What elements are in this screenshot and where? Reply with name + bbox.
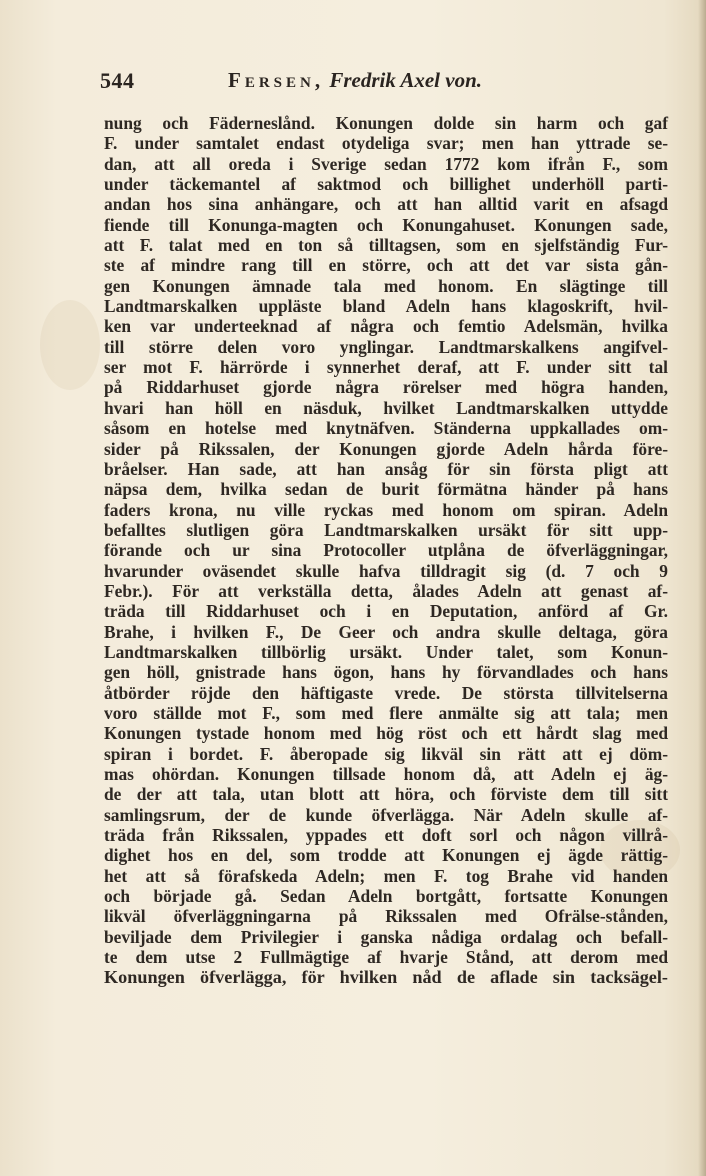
text-line: ste af mindre rang till en större, och att det var sista gån- [104,255,668,276]
text-line: träda från Rikssalen, yppades ett doft sorl och någon villrå- [104,825,668,846]
text-line: Brahe, i hvilken F., De Geer och andra skulle deltaga, göra [104,621,668,642]
text-line: under täckemantel af saktmod och billighet underhöll parti- [104,174,668,195]
text-line: nung och Fäderneslånd. Konungen dolde sin harm och gaf [104,113,668,133]
text-line: att F. talat med en ton så tilltagsen, som en sjelfständig Fur- [104,235,668,256]
text-line: åtbörder röjde den häftigaste vrede. De största tillvitelserna [104,682,668,703]
text-line: mas ohördan. Konungen tillsade honom då, att Adeln ej äg- [104,764,668,784]
text-line: på Riddarhuset gjorde några rörelser med högra handen, [104,377,668,398]
text-line: ken var underteeknad af några och femtio Adelsmän, hvilka [104,316,668,337]
text-line: fiende till Konunga-magten och Konungahuset. Konungen sade, [104,214,668,235]
text-line: till större delen voro ynglingar. Landtmarskalkens angifvel- [104,336,668,357]
text-line: het att så förafskeda Adeln; men F. tog Brahe vid handen [104,865,668,886]
text-line: hvari han höll en näsduk, hvilket Landtmarskalken uttydde [104,397,668,418]
page-number: 544 [100,68,135,93]
running-head-given-name: Fredrik Axel von. [329,68,482,92]
page-edge-shadow [698,0,706,1176]
text-line: hvarunder oväsendet skulle hafva tilldragit sig (d. 7 och 9 [104,560,668,581]
text-line: faders krona, nu ville ryckas med honom om spiran. Adeln [104,499,668,520]
running-head-surname: Fersen, [228,68,325,92]
text-line: F. under samtalet endast otydeliga svar; men han yttrade se- [104,133,668,154]
text-line: dan, att all oreda i Sverige sedan 1772 kom ifrån F., som [104,153,668,174]
text-line: Landtmarskalken uppläste bland Adeln hans klagoskrift, hvil- [104,296,668,317]
text-line: bråelser. Han sade, att han ansåg för sin första pligt att [104,458,668,479]
text-line: och började gå. Sedan Adeln bortgått, fortsatte Konungen [104,886,668,907]
text-line: spiran i bordet. F. åberopade sig likväl sin rätt att ej döm- [104,743,668,764]
text-line: såsom en hotelse med knytnäfven. Ständerna uppkallades om- [104,418,668,439]
text-line: befalltes slutligen göra Landtmarskalken ursäkt för sitt upp- [104,519,668,540]
text-line: träda till Riddarhuset och i en Deputation, anförd af Gr. [104,601,668,622]
text-line: gen höll, gnistrade hans ögon, hans hy förvandlades och hans [104,662,668,683]
text-line: näpsa dem, hvilka sedan de burit förmätna händer på hans [104,479,668,500]
text-line: Konungen öfverlägga, för hvilken nåd de aflade sin tacksägel- [104,967,668,988]
text-line: samlingsrum, der de kunde öfverlägga. När Adeln skulle af- [104,804,668,825]
text-line: dighet hos en del, som trodde att Konungen ej ägde rättig- [104,845,668,866]
text-line: te dem utse 2 Fullmägtige af hvarje Stånd, att derom med [104,947,668,968]
text-line: ser mot F. härrörde i synnerhet deraf, att F. under sitt tal [104,357,668,378]
text-line: de der att tala, utan blott att höra, och förviste dem till sitt [104,784,668,805]
text-line: sider på Rikssalen, der Konungen gjorde Adeln hårda före- [104,438,668,459]
text-line: förande och ur sina Protocoller utplåna de öfverläggningar, [104,540,668,561]
paper-stain [40,300,100,390]
text-line: Konungen tystade honom med hög röst och ett hårdt slag med [104,723,668,744]
text-line: andan hos sina anhängare, och att han alltid varit en afsagd [104,194,668,215]
text-line: likväl öfverläggningarna på Rikssalen med Ofrälse-stånden, [104,906,668,927]
text-line: voro ställde mot F., som med flere anmälte sig att tala; men [104,702,668,723]
text-line: beviljade dem Privilegier i ganska nådiga ordalag och befall- [104,926,668,947]
body-text [104,113,668,988]
running-head [228,68,482,93]
page-header [100,68,660,102]
text-line: Landtmarskalken tillbörlig ursäkt. Under talet, som Konun- [104,641,668,662]
text-line: Febr.). För att verkställa detta, ålades Adeln att genast af- [104,580,668,601]
text-line: gen Konungen ämnade tala med honom. En slägtinge till [104,275,668,296]
